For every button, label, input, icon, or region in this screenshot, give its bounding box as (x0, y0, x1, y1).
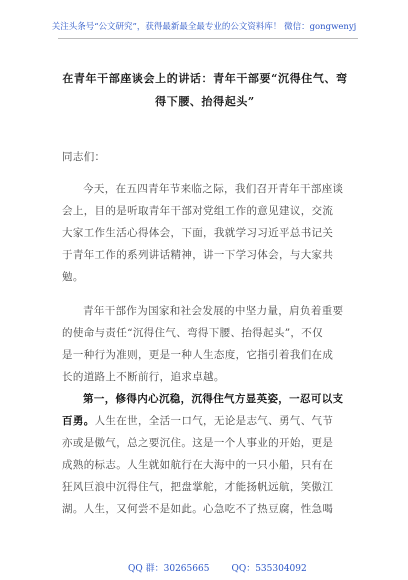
footer-qq-group[interactable]: QQ 群：30265665 (128, 564, 210, 574)
paragraph-line: 人生在世，全活一口气，无论是志气、勇气、气节 (94, 415, 334, 427)
paragraph-line: 大家工作生活心得体会，下面，我就学习习近平总书记关 (62, 227, 334, 239)
title-line-1: 在青年干部座谈会上的讲话：青年干部要“沉得住气、弯 (62, 72, 348, 85)
greeting-text: 同志们： (62, 151, 106, 163)
document-title (60, 67, 350, 113)
paragraph-line: 勉。 (62, 271, 84, 283)
paragraph-line: 会上，目的是听取青年干部对党组工作的意见建议，交流 (62, 205, 334, 217)
paragraph-line: 于青年工作的系列讲话精神，讲一下学习体会，与大家共 (62, 249, 334, 261)
paragraph-line: 亦或是傲气，总之要沉住。这是一个人事业的开始，更是 (62, 437, 334, 449)
paragraph-intro (62, 178, 348, 288)
paragraph-line: 今天，在五四青年节来临之际，我们召开青年干部座谈 (83, 183, 344, 195)
paragraph-line: 狂风巨浪中沉得住气，把盘掌舵，才能扬帆远航，笑傲江 (62, 481, 334, 493)
paragraph-line: 的使命与责任“沉得住气、弯得下腰、抬得起头”，不仅 (62, 327, 323, 339)
section-heading-end: 百勇。 (62, 415, 95, 427)
header-divider (58, 38, 358, 39)
paragraph-section-one (62, 388, 348, 520)
footer-contact (128, 561, 307, 574)
paragraph-line: 成熟的标志。人生就如航行在大海中的一只小船，只有在 (62, 459, 334, 471)
title-line-2: 得下腰、抬得起头” (155, 95, 255, 108)
footer-qq[interactable]: QQ：535304092 (231, 564, 307, 574)
paragraph-mission (62, 300, 348, 388)
paragraph-line: 长的道路上不断前行，追求卓越。 (62, 371, 225, 383)
paragraph-line: 是一种行为准则，更是一种人生态度，它指引着我们在成 (62, 349, 334, 361)
header-banner[interactable]: 关注头条号“公文研究”，获得最新最全最专业的公文资料库！ 微信：gongwenyj (51, 22, 357, 32)
section-heading: 第一，修得内心沉稳，沉得住气方显英姿，一忍可以支 (83, 393, 344, 405)
greeting (62, 146, 348, 168)
paragraph-line: 青年干部作为国家和社会发展的中坚力量，肩负着重要 (83, 305, 344, 317)
paragraph-line: 湖。人生，又何尝不是如此。心急吃不了热豆腐，性急喝 (62, 503, 334, 515)
